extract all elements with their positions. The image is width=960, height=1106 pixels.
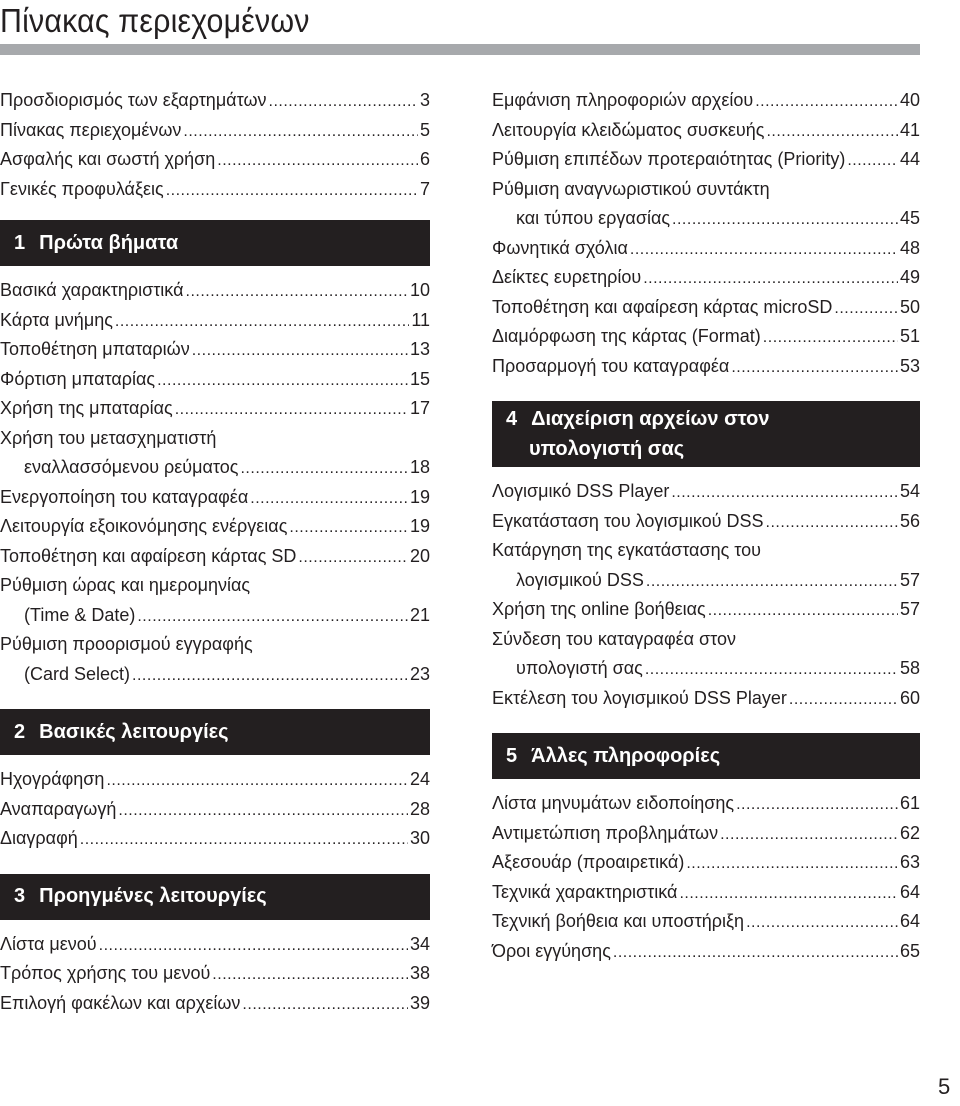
section-number: 3 [14,885,26,907]
toc-entry[interactable] [492,356,920,386]
toc-entry[interactable] [492,599,920,629]
toc-entry[interactable] [492,882,920,912]
toc-entry-title: λογισμικού DSS [516,569,644,590]
toc-entry-page: 54 [899,481,920,501]
toc-entry-page: 3 [419,90,430,110]
toc-entry-title-line-1: Ρύθμιση αναγνωριστικού συντάκτη [492,178,770,199]
toc-entry-page: 19 [409,486,430,507]
toc-entry-title: Προσδιορισμός των εξαρτημάτων [0,90,267,110]
toc-entry-page: 5 [419,119,430,140]
toc-entry[interactable] [0,90,430,120]
toc-leader-dots [289,519,408,537]
toc-entry[interactable] [492,911,920,941]
toc-leader-dots [269,93,418,111]
toc-entry-title: Λίστα μενού [0,933,97,954]
toc-entry-title: Ρύθμιση επιπέδων προτεραιότητας (Priority) [492,149,846,169]
toc-section-4-group-3 [492,688,920,718]
toc-entry-title: και τύπου εργασίας [516,208,671,228]
toc-section-5-group [492,793,920,970]
toc-leader-dots [183,123,418,141]
toc-leader-dots [671,484,898,502]
toc-entry[interactable] [0,310,430,340]
toc-leader-dots [672,211,898,229]
title-rule [0,44,920,55]
section-title: Πρώτα βήματα [39,231,179,254]
toc-entry-title: (Card Select) [24,663,131,684]
section-title-line-1: 4 Διαχείριση αρχείων στον [506,408,770,430]
section-header-5 [492,733,920,779]
toc-entry-title-line-1: Σύνδεση του καταγραφέα στον [492,628,737,649]
toc-entry-page: 13 [409,339,430,359]
section-title: Προηγμένες λειτουργίες [39,885,267,907]
toc-entry-page: 19 [409,516,430,536]
toc-entry-page: 61 [899,793,920,813]
toc-entry[interactable] [492,688,920,718]
toc-entry-title: Τεχνική βοήθεια και υποστήριξη [492,911,745,931]
toc-leader-dots [217,152,418,170]
toc-leader-dots [212,966,408,984]
toc-leader-dots [298,549,408,567]
toc-leader-dots [847,152,898,170]
page-title: Πίνακας περιεχομένων [0,2,310,39]
toc-entry-title: Ασφαλής και σωστή χρήση [0,149,216,169]
toc-section-3-cont-group-2 [492,238,920,386]
toc-entry-title: Τοποθέτηση μπαταριών [0,339,190,359]
section-header-3 [0,874,430,920]
section-header-2 [0,709,430,755]
section-title: Άλλες πληροφορίες [531,744,721,767]
toc-entry[interactable] [492,793,920,823]
toc-entry-page: 58 [899,658,920,678]
toc-entry[interactable] [0,149,430,179]
toc-entry-page: 48 [899,237,920,258]
section-number: 1 [14,231,26,254]
toc-leader-dots [118,802,408,820]
toc-entry-title-line-1: Ρύθμιση προορισμού εγγραφής [0,634,253,654]
toc-leader-dots [708,602,898,620]
toc-entry[interactable] [0,280,430,310]
toc-leader-dots [731,359,898,377]
toc-entry[interactable] [0,516,430,546]
toc-entry-title: Εκτέλεση του λογισμικού DSS Player [492,687,787,708]
toc-entry-page: 53 [899,355,920,376]
toc-entry-title: (Time & Date) [24,604,136,625]
toc-entry-title: Εμφάνιση πληροφοριών αρχείου [492,90,754,110]
toc-leader-dots [766,514,898,532]
toc-leader-dots [789,691,898,709]
toc-entry[interactable] [0,457,430,487]
toc-entry-page: 7 [419,178,430,199]
toc-leader-dots [643,270,898,288]
toc-entry-page: 56 [899,510,920,531]
toc-leader-dots [240,460,407,478]
toc-leader-dots [645,661,898,679]
toc-entry-title: Φόρτιση μπαταρίας [0,368,156,389]
toc-entry-title: εναλλασσόμενου ρεύματος [24,457,239,477]
toc-entry[interactable] [0,934,430,964]
toc-entry[interactable] [492,852,920,882]
toc-entry-title: Χρήση της μπαταρίας [0,398,173,418]
toc-entry-title: Βασικά χαρακτηριστικά [0,280,184,300]
toc-leader-dots [746,914,898,932]
toc-entry-page: 21 [409,604,430,625]
toc-entry-title: Λειτουργία κλειδώματος συσκευής [492,119,765,140]
toc-multiline-entry[interactable] [492,179,920,238]
toc-entry-page: 41 [899,119,920,140]
toc-left-column [0,90,430,1022]
toc-leader-dots [192,342,408,360]
toc-leader-dots [834,300,898,318]
toc-entry-title: Τοποθέτηση και αφαίρεση κάρτας SD [0,545,297,566]
toc-section-1-group-2 [0,487,430,576]
toc-leader-dots [720,826,898,844]
toc-entry-title: Ενεργοποίηση του καταγραφέα [0,486,249,507]
toc-entry[interactable] [492,297,920,327]
toc-entry-title: Τρόπος χρήσης του μενού [0,963,211,983]
toc-entry-title: Ηχογράφηση [0,769,105,789]
toc-entry-page: 45 [899,208,920,228]
toc-leader-dots [115,313,409,331]
toc-entry-page: 65 [899,940,920,961]
toc-entry[interactable] [0,605,430,635]
section-number: 2 [14,720,26,743]
toc-entry[interactable] [492,823,920,853]
toc-intro-group [0,90,430,208]
toc-entry-page: 23 [409,663,430,684]
toc-entry[interactable] [0,828,430,858]
toc-section-1-group [0,280,430,428]
toc-leader-dots [242,996,408,1014]
toc-entry[interactable] [0,963,430,993]
toc-leader-dots [80,831,408,849]
toc-entry-title: Αξεσουάρ (προαιρετικά) [492,852,685,872]
toc-entry[interactable] [0,664,430,694]
toc-entry-title: Τεχνικά χαρακτηριστικά [492,881,678,902]
toc-entry-title: Διαμόρφωση της κάρτας (Format) [492,326,761,346]
toc-leader-dots [157,372,408,390]
toc-entry-page: 63 [899,852,920,872]
toc-entry-page: 60 [899,687,920,708]
toc-leader-dots [766,123,898,141]
toc-entry-page: 20 [409,545,430,566]
toc-entry-page: 17 [409,398,430,418]
toc-entry-title: Λογισμικό DSS Player [492,481,670,501]
toc-entry[interactable] [492,481,920,511]
toc-section-3-group [0,934,430,1023]
toc-leader-dots [763,329,898,347]
toc-section-4-group [492,481,920,540]
toc-multiline-entry[interactable] [0,428,430,487]
toc-entry-page: 51 [899,326,920,346]
toc-section-3-cont-group [492,90,920,179]
toc-entry[interactable] [0,398,430,428]
toc-multiline-entry[interactable] [492,540,920,599]
toc-section-2-group [0,769,430,858]
toc-entry-title: Χρήση της online βοήθειας [492,599,706,619]
toc-entry-title: Αναπαραγωγή [0,798,117,819]
toc-leader-dots [175,401,408,419]
toc-entry[interactable] [492,941,920,971]
toc-entry-page: 57 [899,599,920,619]
page-number: 5 [938,1074,951,1099]
toc-entry-page: 6 [419,149,430,169]
toc-entry-title: Λίστα μηνυμάτων ειδοποίησης [492,793,735,813]
toc-entry[interactable] [0,179,430,209]
toc-entry[interactable] [0,487,430,517]
toc-entry-title-line-1: Χρήση του μετασχηματιστή [0,427,217,448]
toc-entry[interactable] [0,993,430,1023]
toc-entry-title: Γενικές προφυλάξεις [0,178,164,199]
toc-leader-dots [646,573,898,591]
toc-section-4-group-2 [492,599,920,629]
toc-entry-page: 38 [409,963,430,983]
toc-entry-title: Διαγραφή [0,828,78,848]
toc-entry-page: 34 [409,933,430,954]
toc-leader-dots [250,490,408,508]
section-title: Βασικές λειτουργίες [39,720,229,743]
toc-entry-page: 28 [409,798,430,819]
toc-entry-title: Τοποθέτηση και αφαίρεση κάρτας microSD [492,296,833,317]
toc-entry-page: 30 [409,828,430,848]
toc-entry[interactable] [492,149,920,179]
toc-leader-dots [613,944,898,962]
toc-multiline-entry[interactable] [492,629,920,688]
toc-entry-page: 49 [899,267,920,287]
toc-leader-dots [99,937,408,955]
toc-leader-dots [106,772,408,790]
toc-entry[interactable] [0,339,430,369]
toc-entry[interactable] [0,546,430,576]
toc-entry-title: Δείκτες ευρετηρίου [492,267,642,287]
toc-entry[interactable] [492,511,920,541]
section-header-4 [492,401,920,467]
toc-entry[interactable] [0,769,430,799]
toc-entry-page: 10 [409,280,430,300]
toc-multiline-entry[interactable] [0,575,430,634]
toc-leader-dots [736,796,898,814]
toc-entry[interactable] [0,120,430,150]
toc-entry-page: 15 [409,368,430,389]
toc-entry-title: Φωνητικά σχόλια [492,237,628,258]
toc-leader-dots [686,855,898,873]
toc-entry[interactable] [492,120,920,150]
toc-leader-dots [166,182,418,200]
toc-entry[interactable] [492,570,920,600]
toc-entry[interactable] [492,90,920,120]
toc-entry-title: Επιλογή φακέλων και αρχείων [0,992,241,1013]
toc-entry-page: 11 [411,309,430,330]
toc-leader-dots [679,885,898,903]
toc-entry[interactable] [492,238,920,268]
toc-entry-title: Λειτουργία εξοικονόμησης ενέργειας [0,516,288,536]
section-number: 4 [506,408,518,430]
toc-entry-title: Εγκατάσταση του λογισμικού DSS [492,510,764,531]
toc-multiline-entry[interactable] [0,634,430,693]
toc-entry-page: 50 [899,296,920,317]
section-header-1 [0,220,430,266]
toc-entry-page: 18 [409,457,430,477]
toc-entry-title-line-1: Ρύθμιση ώρας και ημερομηνίας [0,575,251,595]
toc-entry[interactable] [492,658,920,688]
toc-entry-title: Πίνακας περιεχομένων [0,119,182,140]
section-number: 5 [506,744,518,767]
toc-entry[interactable] [0,799,430,829]
section-title-line-2: υπολογιστή σας [529,438,685,460]
toc-entry[interactable] [0,369,430,399]
toc-leader-dots [132,667,408,685]
toc-entry-page: 64 [899,881,920,902]
toc-entry-title: Όροι εγγύησης [492,940,611,961]
toc-entry-title-line-1: Κατάργηση της εγκατάστασης του [492,540,761,560]
toc-entry[interactable] [492,208,920,238]
toc-leader-dots [630,241,898,259]
toc-leader-dots [137,608,408,626]
toc-leader-dots [186,283,408,301]
toc-entry-page: 39 [409,992,430,1013]
toc-entry-page: 62 [899,822,920,843]
toc-entry-title: υπολογιστή σας [516,658,643,678]
toc-leader-dots [755,93,898,111]
toc-entry-title: Αντιμετώπιση προβλημάτων [492,822,719,843]
toc-entry-page: 40 [899,90,920,110]
toc-right-column [492,90,920,970]
toc-entry[interactable] [492,267,920,297]
toc-entry-page: 57 [899,569,920,590]
toc-entry-title: Κάρτα μνήμης [0,309,113,330]
toc-entry-page: 24 [409,769,430,789]
toc-entry-page: 64 [899,911,920,931]
toc-entry-title: Προσαρμογή του καταγραφέα [492,355,730,376]
toc-entry-page: 44 [899,149,920,169]
toc-entry[interactable] [492,326,920,356]
